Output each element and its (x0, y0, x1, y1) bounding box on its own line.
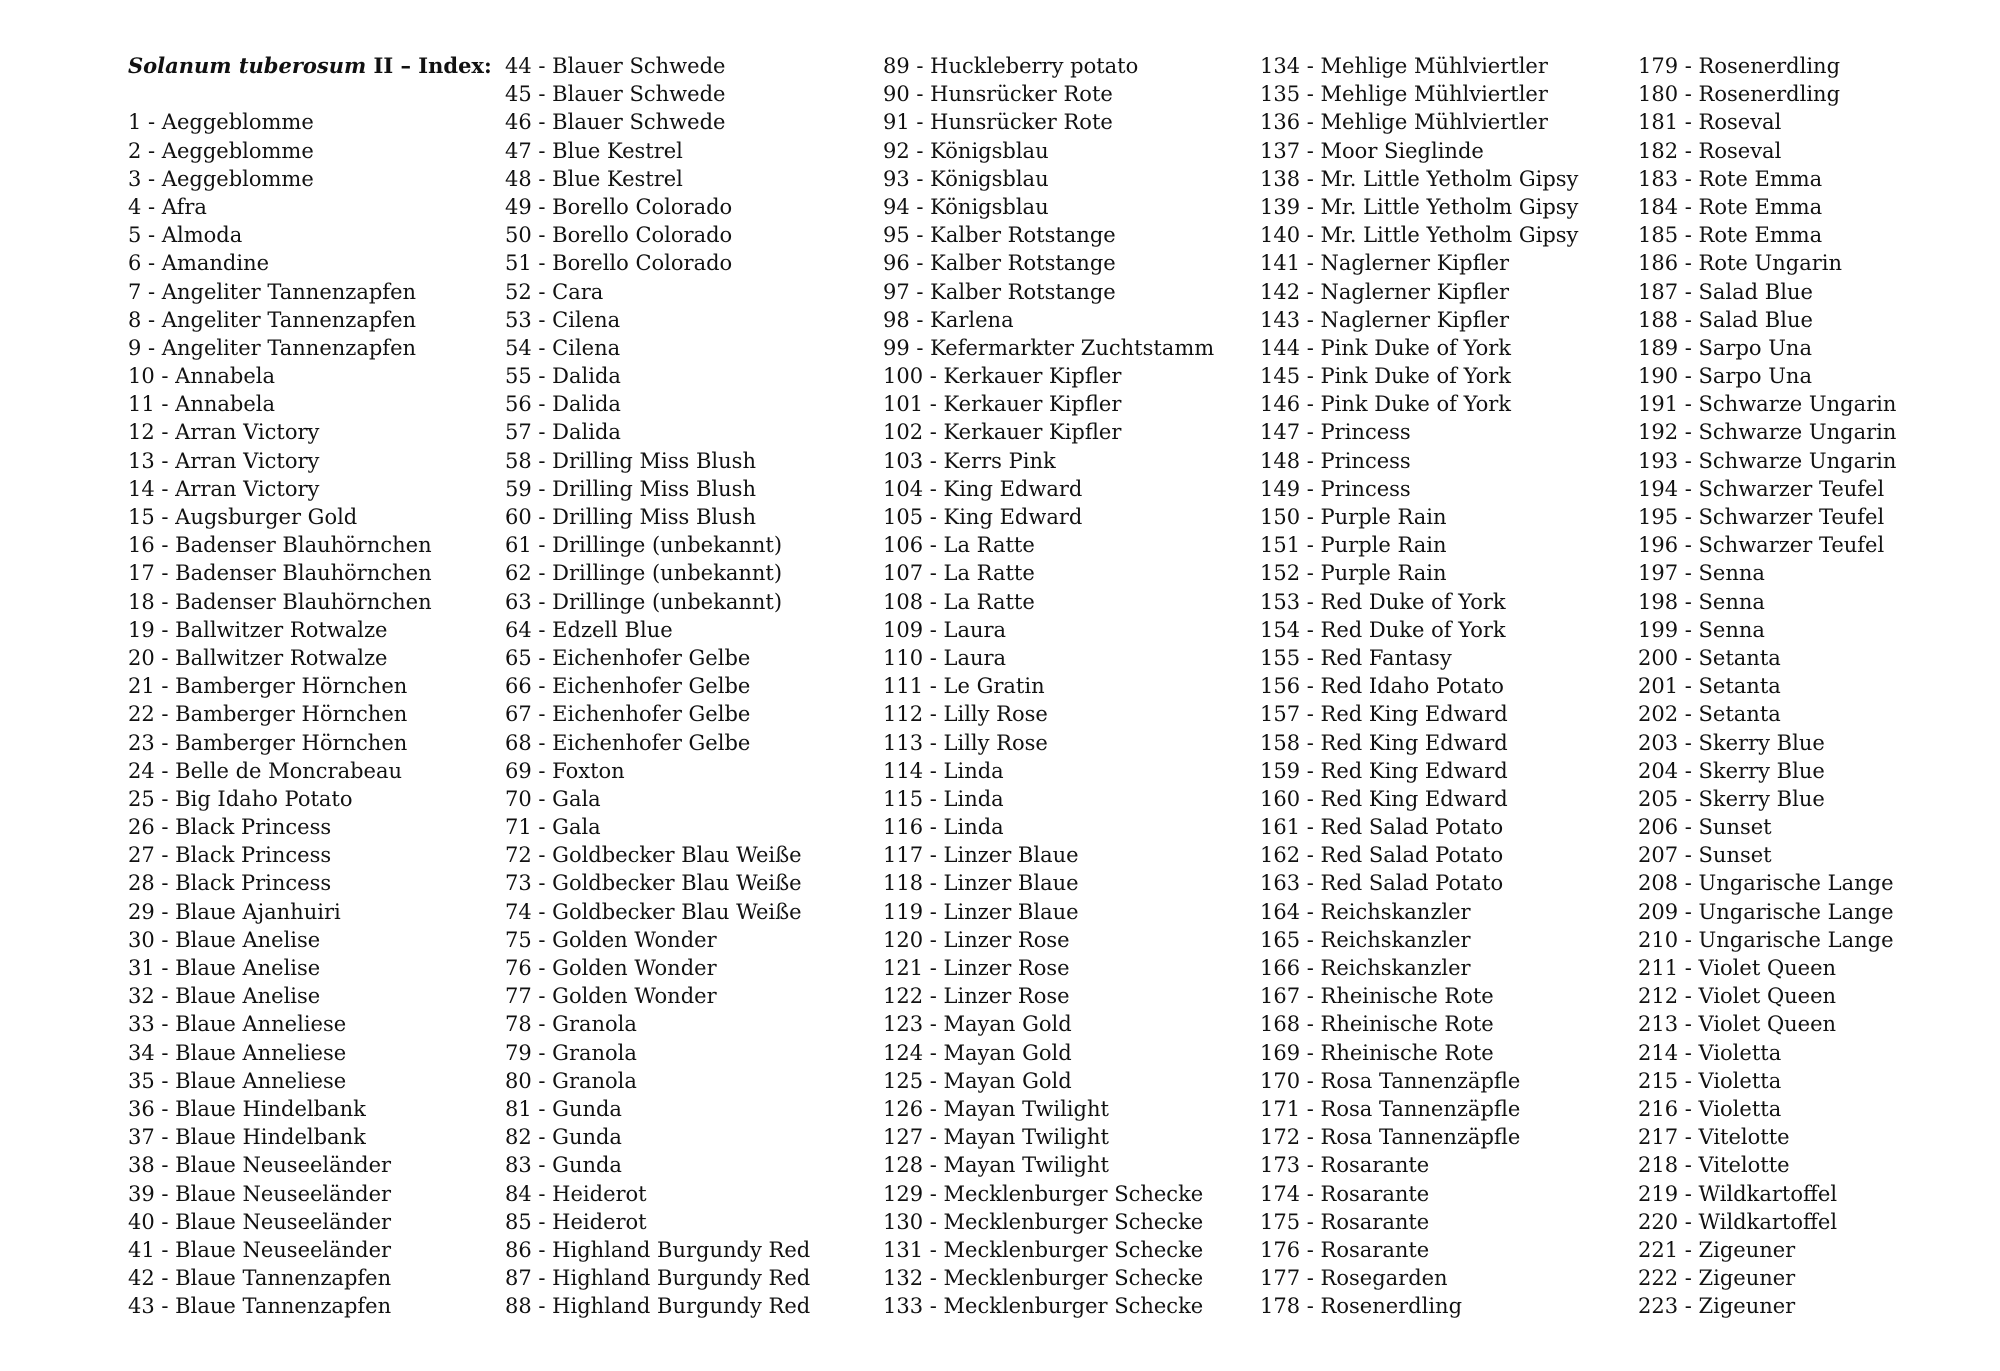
index-entry: 133 - Mecklenburger Schecke (883, 1294, 1204, 1319)
index-entry: 93 - Königsblau (883, 166, 1049, 191)
index-entry: 95 - Kalber Rotstange (883, 223, 1116, 248)
page-title (128, 52, 492, 80)
index-entry: 174 - Rosarante (1260, 1181, 1430, 1206)
index-entry: 58 - Drilling Miss Blush (505, 448, 756, 473)
index-entry: 100 - Kerkauer Kipfler (883, 364, 1122, 389)
index-entry: 131 - Mecklenburger Schecke (883, 1237, 1204, 1262)
index-entry: 82 - Gunda (505, 1125, 622, 1150)
index-entry: 21 - Bamberger Hörnchen (128, 674, 408, 699)
index-entry: 196 - Schwarzer Teufel (1638, 533, 1885, 558)
index-entry: 29 - Blaue Ajanhuiri (128, 899, 341, 924)
index-entry: 142 - Naglerner Kipfler (1260, 279, 1510, 304)
index-entry: 132 - Mecklenburger Schecke (883, 1266, 1204, 1291)
index-entry: 60 - Drilling Miss Blush (505, 505, 756, 529)
index-entry: 30 - Blaue Anelise (128, 927, 321, 952)
index-entry: 115 - Linda (883, 786, 1004, 811)
index-entry: 65 - Eichenhofer Gelbe (505, 645, 751, 670)
index-entry: 166 - Reichskanzler (1260, 956, 1471, 980)
index-entry: 144 - Pink Duke of York (1260, 335, 1512, 360)
index-entry: 61 - Drillinge (unbekannt) (505, 533, 783, 558)
index-entry: 221 - Zigeuner (1638, 1237, 1796, 1262)
index-entry: 107 - La Ratte (883, 561, 1035, 586)
index-entry: 154 - Red Duke of York (1260, 617, 1506, 642)
index-entry: 127 - Mayan Twilight (883, 1125, 1109, 1150)
index-entry: 155 - Red Fantasy (1260, 645, 1452, 670)
index-entry: 24 - Belle de Moncrabeau (128, 758, 403, 783)
index-entry: 216 - Violetta (1638, 1096, 1782, 1121)
index-entry: 13 - Arran Victory (128, 448, 320, 473)
index-entry: 44 - Blauer Schwede (505, 54, 726, 78)
index-entry: 128 - Mayan Twilight (883, 1153, 1109, 1178)
index-entry: 91 - Hunsrücker Rote (883, 110, 1113, 135)
index-entry: 126 - Mayan Twilight (883, 1096, 1109, 1121)
index-entry: 185 - Rote Emma (1638, 223, 1823, 248)
index-entry: 207 - Sunset (1638, 843, 1772, 868)
index-entry: 10 - Annabela (128, 364, 276, 389)
index-entry: 195 - Schwarzer Teufel (1638, 505, 1885, 529)
index-entry: 163 - Red Salad Potato (1260, 871, 1504, 896)
index-entry: 45 - Blauer Schwede (505, 82, 726, 107)
index-entry: 187 - Salad Blue (1638, 279, 1813, 304)
index-entry: 194 - Schwarzer Teufel (1638, 476, 1885, 501)
index-entry: 49 - Borello Colorado (505, 194, 733, 219)
index-entry: 71 - Gala (505, 815, 601, 840)
index-entry: 141 - Naglerner Kipfler (1260, 251, 1510, 276)
index-entry: 111 - Le Gratin (883, 674, 1045, 699)
index-entry: 172 - Rosa Tannenzäpfle (1260, 1125, 1521, 1150)
index-entry: 14 - Arran Victory (128, 476, 320, 501)
index-entry: 17 - Badenser Blauhörnchen (128, 561, 432, 586)
index-entry: 34 - Blaue Anneliese (128, 1040, 347, 1065)
index-entry: 157 - Red King Edward (1260, 702, 1508, 727)
index-entry: 56 - Dalida (505, 392, 621, 417)
index-entry: 145 - Pink Duke of York (1260, 364, 1512, 389)
index-entry: 86 - Highland Burgundy Red (505, 1237, 811, 1262)
index-entry: 1 - Aeggeblomme (128, 110, 314, 135)
index-entry: 164 - Reichskanzler (1260, 899, 1471, 924)
index-entry: 176 - Rosarante (1260, 1237, 1430, 1262)
index-entry: 223 - Zigeuner (1638, 1294, 1796, 1319)
index-entry: 105 - King Edward (883, 505, 1083, 529)
index-entry: 42 - Blaue Tannenzapfen (128, 1266, 392, 1291)
index-entry: 121 - Linzer Rose (883, 956, 1070, 980)
index-entry: 90 - Hunsrücker Rote (883, 82, 1113, 107)
index-entry: 119 - Linzer Blaue (883, 899, 1079, 924)
index-entry: 204 - Skerry Blue (1638, 758, 1825, 783)
index-entry: 161 - Red Salad Potato (1260, 815, 1504, 840)
index-entry: 114 - Linda (883, 758, 1004, 783)
index-entry: 110 - Laura (883, 645, 1007, 670)
index-entry: 112 - Lilly Rose (883, 702, 1048, 727)
index-entry: 25 - Big Idaho Potato (128, 786, 353, 811)
index-entry: 210 - Ungarische Lange (1638, 927, 1894, 952)
index-entry: 178 - Rosenerdling (1260, 1294, 1463, 1319)
index-entry: 152 - Purple Rain (1260, 561, 1447, 586)
index-entry: 84 - Heiderot (505, 1181, 647, 1206)
index-entry: 149 - Princess (1260, 476, 1411, 501)
index-entry: 169 - Rheinische Rote (1260, 1040, 1494, 1065)
index-entry: 106 - La Ratte (883, 533, 1035, 558)
index-entry: 97 - Kalber Rotstange (883, 279, 1116, 304)
index-entry: 208 - Ungarische Lange (1638, 871, 1894, 896)
index-entry: 156 - Red Idaho Potato (1260, 674, 1504, 699)
index-entry: 188 - Salad Blue (1638, 307, 1813, 332)
index-column-5 (1638, 52, 1998, 1320)
index-entry: 12 - Arran Victory (128, 420, 320, 445)
index-column-4 (1260, 52, 1620, 1320)
index-entry: 125 - Mayan Gold (883, 1068, 1072, 1093)
index-entry: 69 - Foxton (505, 758, 625, 783)
index-entry: 220 - Wildkartoffel (1638, 1209, 1838, 1234)
index-entry: 50 - Borello Colorado (505, 223, 733, 248)
index-entry: 130 - Mecklenburger Schecke (883, 1209, 1204, 1234)
index-entry: 218 - Vitelotte (1638, 1153, 1790, 1178)
index-entry: 15 - Augsburger Gold (128, 505, 358, 529)
index-entry: 173 - Rosarante (1260, 1153, 1430, 1178)
index-entry: 191 - Schwarze Ungarin (1638, 392, 1897, 417)
index-entry: 118 - Linzer Blaue (883, 871, 1079, 896)
index-entry: 180 - Rosenerdling (1638, 82, 1841, 107)
index-entry: 183 - Rote Emma (1638, 166, 1823, 191)
index-entry: 55 - Dalida (505, 364, 621, 389)
title-species: Solanum tuberosum (128, 53, 367, 78)
index-entry: 136 - Mehlige Mühlviertler (1260, 110, 1548, 135)
index-entry: 170 - Rosa Tannenzäpfle (1260, 1068, 1521, 1093)
index-entry: 177 - Rosegarden (1260, 1266, 1448, 1291)
index-entry: 68 - Eichenhofer Gelbe (505, 730, 751, 755)
index-entry: 189 - Sarpo Una (1638, 335, 1812, 360)
index-entry: 94 - Königsblau (883, 194, 1049, 219)
index-entry: 78 - Granola (505, 1012, 637, 1037)
index-entry: 8 - Angeliter Tannenzapfen (128, 307, 417, 332)
index-entry: 213 - Violet Queen (1638, 1012, 1837, 1037)
index-entry: 33 - Blaue Anneliese (128, 1012, 347, 1037)
index-entry: 31 - Blaue Anelise (128, 956, 321, 980)
index-entry: 20 - Ballwitzer Rotwalze (128, 645, 388, 670)
index-column-2 (505, 52, 865, 1320)
index-entry: 202 - Setanta (1638, 702, 1781, 727)
index-entry: 35 - Blaue Anneliese (128, 1068, 347, 1093)
index-entry: 211 - Violet Queen (1638, 956, 1837, 980)
title-spacer (128, 80, 488, 108)
index-entry: 219 - Wildkartoffel (1638, 1181, 1838, 1206)
index-entry: 103 - Kerrs Pink (883, 448, 1056, 473)
index-entry: 73 - Goldbecker Blau Weiße (505, 871, 802, 896)
index-entry: 102 - Kerkauer Kipfler (883, 420, 1122, 445)
index-entry: 40 - Blaue Neuseeländer (128, 1209, 392, 1234)
index-entry: 203 - Skerry Blue (1638, 730, 1825, 755)
index-entry: 19 - Ballwitzer Rotwalze (128, 617, 388, 642)
index-entry: 158 - Red King Edward (1260, 730, 1508, 755)
index-entry: 89 - Huckleberry potato (883, 54, 1139, 78)
index-entry: 76 - Golden Wonder (505, 956, 717, 980)
index-entry: 151 - Purple Rain (1260, 533, 1447, 558)
index-entry: 147 - Princess (1260, 420, 1411, 445)
index-entry: 201 - Setanta (1638, 674, 1781, 699)
index-entry: 47 - Blue Kestrel (505, 138, 683, 163)
index-column-1 (128, 52, 492, 1320)
index-entry: 193 - Schwarze Ungarin (1638, 448, 1897, 473)
index-entry: 104 - King Edward (883, 476, 1083, 501)
index-entry: 39 - Blaue Neuseeländer (128, 1181, 392, 1206)
index-entry: 5 - Almoda (128, 223, 243, 248)
index-entry: 98 - Karlena (883, 307, 1014, 332)
index-entry: 184 - Rote Emma (1638, 194, 1823, 219)
index-entry: 168 - Rheinische Rote (1260, 1012, 1494, 1037)
index-entry: 27 - Black Princess (128, 843, 332, 868)
index-entry: 113 - Lilly Rose (883, 730, 1048, 755)
index-entry: 43 - Blaue Tannenzapfen (128, 1294, 392, 1319)
index-entry: 36 - Blaue Hindelbank (128, 1096, 366, 1121)
index-entry: 215 - Violetta (1638, 1068, 1782, 1093)
index-entry: 165 - Reichskanzler (1260, 927, 1471, 952)
index-entry: 16 - Badenser Blauhörnchen (128, 533, 432, 558)
index-entry: 159 - Red King Edward (1260, 758, 1508, 783)
index-entry: 6 - Amandine (128, 251, 270, 276)
index-entry: 53 - Cilena (505, 307, 621, 332)
index-entry: 129 - Mecklenburger Schecke (883, 1181, 1204, 1206)
index-entry: 171 - Rosa Tannenzäpfle (1260, 1096, 1521, 1121)
index-entry: 116 - Linda (883, 815, 1004, 840)
index-entry: 32 - Blaue Anelise (128, 984, 321, 1009)
index-entry: 139 - Mr. Little Yetholm Gipsy (1260, 194, 1579, 219)
index-entry: 134 - Mehlige Mühlviertler (1260, 54, 1548, 78)
index-entry: 205 - Skerry Blue (1638, 786, 1825, 811)
index-entry: 199 - Senna (1638, 617, 1765, 642)
index-entry: 41 - Blaue Neuseeländer (128, 1237, 392, 1262)
index-entry: 38 - Blaue Neuseeländer (128, 1153, 392, 1178)
index-entry: 135 - Mehlige Mühlviertler (1260, 82, 1548, 107)
index-entry: 190 - Sarpo Una (1638, 364, 1812, 389)
index-entry: 2 - Aeggeblomme (128, 138, 314, 163)
index-entry: 46 - Blauer Schwede (505, 110, 726, 135)
index-entry: 92 - Königsblau (883, 138, 1049, 163)
index-entry: 212 - Violet Queen (1638, 984, 1837, 1009)
index-entry: 48 - Blue Kestrel (505, 166, 683, 191)
index-entry: 72 - Goldbecker Blau Weiße (505, 843, 802, 868)
index-entry: 75 - Golden Wonder (505, 927, 717, 952)
index-entry: 85 - Heiderot (505, 1209, 647, 1234)
index-entry: 108 - La Ratte (883, 589, 1035, 614)
index-entry: 28 - Black Princess (128, 871, 332, 896)
index-entry: 137 - Moor Sieglinde (1260, 138, 1484, 163)
index-entry: 179 - Rosenerdling (1638, 54, 1841, 78)
index-entry: 11 - Annabela (128, 392, 276, 417)
index-entry: 181 - Roseval (1638, 110, 1782, 135)
index-entry: 18 - Badenser Blauhörnchen (128, 589, 432, 614)
index-entry: 182 - Roseval (1638, 138, 1782, 163)
index-entry: 99 - Kefermarkter Zuchtstamm (883, 335, 1215, 360)
index-entry: 150 - Purple Rain (1260, 505, 1447, 529)
index-entry: 52 - Cara (505, 279, 604, 304)
title-suffix: II – Index: (373, 53, 492, 78)
index-entry: 54 - Cilena (505, 335, 621, 360)
index-entry: 7 - Angeliter Tannenzapfen (128, 279, 417, 304)
index-entry: 51 - Borello Colorado (505, 251, 733, 276)
index-entry: 70 - Gala (505, 786, 601, 811)
index-entry: 138 - Mr. Little Yetholm Gipsy (1260, 166, 1579, 191)
index-entry: 64 - Edzell Blue (505, 617, 673, 642)
index-column-3 (883, 52, 1213, 1320)
index-entry: 167 - Rheinische Rote (1260, 984, 1494, 1009)
index-entry: 22 - Bamberger Hörnchen (128, 702, 408, 727)
index-entry: 109 - Laura (883, 617, 1007, 642)
index-entry: 117 - Linzer Blaue (883, 843, 1079, 868)
index-entry: 3 - Aeggeblomme (128, 166, 314, 191)
index-entry: 87 - Highland Burgundy Red (505, 1266, 811, 1291)
index-entry: 146 - Pink Duke of York (1260, 392, 1512, 417)
index-entry: 80 - Granola (505, 1068, 637, 1093)
index-entry: 217 - Vitelotte (1638, 1125, 1790, 1150)
index-entry: 120 - Linzer Rose (883, 927, 1070, 952)
index-entry: 124 - Mayan Gold (883, 1040, 1072, 1065)
index-entry: 162 - Red Salad Potato (1260, 843, 1504, 868)
index-entry: 140 - Mr. Little Yetholm Gipsy (1260, 223, 1579, 248)
index-entry: 74 - Goldbecker Blau Weiße (505, 899, 802, 924)
index-entry: 88 - Highland Burgundy Red (505, 1294, 811, 1319)
index-entry: 26 - Black Princess (128, 815, 332, 840)
index-entry: 77 - Golden Wonder (505, 984, 717, 1009)
index-entry: 101 - Kerkauer Kipfler (883, 392, 1122, 417)
index-entry: 160 - Red King Edward (1260, 786, 1508, 811)
index-entry: 59 - Drilling Miss Blush (505, 476, 756, 501)
index-entry: 57 - Dalida (505, 420, 621, 445)
index-entry: 148 - Princess (1260, 448, 1411, 473)
index-entry: 122 - Linzer Rose (883, 984, 1070, 1009)
index-entry: 175 - Rosarante (1260, 1209, 1430, 1234)
index-entry: 192 - Schwarze Ungarin (1638, 420, 1897, 445)
index-entry: 23 - Bamberger Hörnchen (128, 730, 408, 755)
index-entry: 62 - Drillinge (unbekannt) (505, 561, 783, 586)
index-entry: 66 - Eichenhofer Gelbe (505, 674, 751, 699)
index-entry: 37 - Blaue Hindelbank (128, 1125, 366, 1150)
index-entry: 96 - Kalber Rotstange (883, 251, 1116, 276)
index-entry: 83 - Gunda (505, 1153, 622, 1178)
index-entry: 198 - Senna (1638, 589, 1765, 614)
index-entry: 9 - Angeliter Tannenzapfen (128, 335, 417, 360)
index-entry: 197 - Senna (1638, 561, 1765, 586)
index-entry: 67 - Eichenhofer Gelbe (505, 702, 751, 727)
index-entry: 186 - Rote Ungarin (1638, 251, 1842, 276)
index-entry: 153 - Red Duke of York (1260, 589, 1506, 614)
index-entry: 143 - Naglerner Kipfler (1260, 307, 1510, 332)
index-entry: 222 - Zigeuner (1638, 1266, 1796, 1291)
index-entry: 214 - Violetta (1638, 1040, 1782, 1065)
index-entry: 4 - Afra (128, 194, 207, 219)
index-entry: 209 - Ungarische Lange (1638, 899, 1894, 924)
index-entry: 206 - Sunset (1638, 815, 1772, 840)
index-entry: 123 - Mayan Gold (883, 1012, 1072, 1037)
index-entry: 79 - Granola (505, 1040, 637, 1065)
index-entry: 81 - Gunda (505, 1096, 622, 1121)
index-entry: 200 - Setanta (1638, 645, 1781, 670)
index-entry: 63 - Drillinge (unbekannt) (505, 589, 783, 614)
